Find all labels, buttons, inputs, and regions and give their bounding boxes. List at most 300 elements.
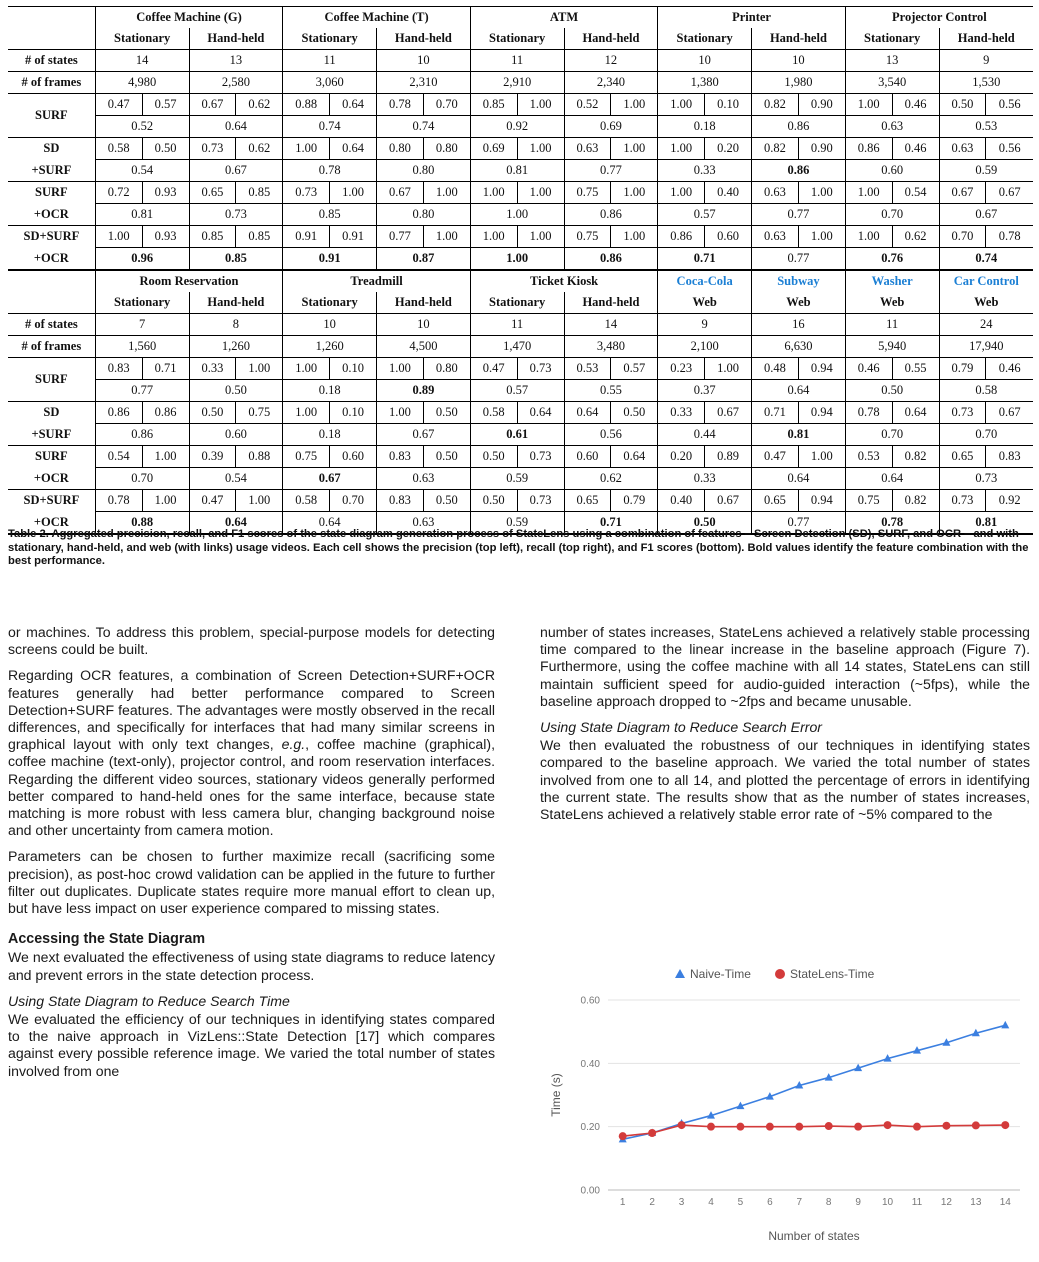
f1-value: 0.81 [470,160,564,182]
f1-value: 0.67 [377,424,471,446]
table-row [8,226,1033,248]
f1-value: 0.50 [658,512,752,535]
time-chart-svg [540,955,1032,1255]
f1-value: 0.77 [95,380,189,402]
y-tick-label: 0.40 [580,1058,600,1070]
recall-value: 0.62 [236,94,283,116]
precision-value: 0.85 [470,94,517,116]
frame-count: 4,980 [95,72,189,94]
table-row [8,248,1033,271]
recall-value: 0.46 [892,94,939,116]
device-header: Projector Control [845,7,1033,29]
precision-value: 0.73 [939,402,986,424]
data-point [1001,1021,1009,1029]
precision-value: 0.39 [189,446,236,468]
mode-header: Stationary [283,292,377,314]
recall-value: 0.67 [705,402,752,424]
f1-value: 0.53 [939,116,1033,138]
recall-value: 0.94 [798,490,845,512]
row-label: SURF [35,185,68,200]
row-label: SD+SURF [23,229,80,244]
data-point [736,1123,744,1131]
recall-value: 1.00 [517,182,564,204]
precision-value: 0.75 [845,490,892,512]
paragraph [8,667,495,839]
frame-count: 3,540 [845,72,939,94]
time-chart [540,955,1032,1255]
recall-value: 0.75 [236,402,283,424]
f1-value: 0.70 [845,424,939,446]
mode-header: Web [939,292,1033,314]
precision-value: 0.83 [95,358,142,380]
text-span: Regarding OCR features, a combination of Screen Detection+SURF+OCR features generally had better performance compared to Screen Detection+SURF features. The advantages were mostly observed in the recall differences, and specifically for interfaces that had many similar screens in graphical layout with only text changes, [8,667,495,753]
table-row [8,292,1033,314]
data-point [913,1123,921,1131]
mode-header: Stationary [845,28,939,50]
f1-value: 0.59 [939,160,1033,182]
recall-value: 1.00 [330,182,377,204]
state-count: 8 [189,314,283,336]
precision-value: 1.00 [658,138,705,160]
precision-value: 0.78 [377,94,424,116]
x-tick-label: 8 [825,1197,832,1208]
frame-count: 5,940 [845,336,939,358]
precision-value: 1.00 [283,138,330,160]
recall-value: 0.80 [423,358,470,380]
f1-value: 0.74 [283,116,377,138]
f1-value: 0.60 [845,160,939,182]
table-row [8,138,1033,160]
precision-value: 1.00 [283,402,330,424]
corner-cell [8,7,95,29]
recall-value: 0.70 [423,94,470,116]
device-header: Subway [752,270,846,292]
recall-value: 1.00 [611,138,658,160]
recall-value: 0.20 [705,138,752,160]
f1-value: 0.87 [377,248,471,271]
recall-value: 0.54 [892,182,939,204]
precision-value: 1.00 [470,226,517,248]
recall-value: 1.00 [236,490,283,512]
f1-value: 0.73 [189,204,283,226]
precision-value: 0.86 [658,226,705,248]
device-header: Room Reservation [95,270,283,292]
mode-header: Hand-held [564,28,658,50]
data-point [619,1132,627,1140]
device-header: Washer [845,270,939,292]
paragraph: We next evaluated the effectiveness of using state diagrams to reduce latency and prevent errors in the state detection process. [8,949,495,983]
f1-value: 0.80 [377,160,471,182]
recall-value: 0.64 [330,138,377,160]
recall-value: 0.67 [986,402,1033,424]
precision-value: 0.88 [283,94,330,116]
precision-value: 0.48 [752,358,799,380]
recall-value: 0.56 [986,138,1033,160]
frame-count: 4,500 [377,336,471,358]
f1-value: 0.64 [283,512,377,535]
recall-value: 0.62 [236,138,283,160]
mode-header: Web [845,292,939,314]
paragraph: number of states increases, StateLens achieved a relatively stable processing time compared to the linear increase in the baseline approach (Figure 7). Furthermore, using the coffee machine with all 14 states, StateLens can still maintain sufficient speed for audio-guided interaction (~5fps), while the baseline approach dropped to ~2fps and became unusable. [540,624,1030,709]
recall-value: 1.00 [798,182,845,204]
data-point [854,1123,862,1131]
precision-value: 0.50 [939,94,986,116]
recall-value: 0.46 [986,358,1033,380]
y-tick-label: 0.20 [580,1122,600,1134]
device-header: Coffee Machine (T) [283,7,471,29]
precision-value: 0.75 [564,226,611,248]
x-tick-label: 9 [855,1197,861,1208]
recall-value: 0.93 [142,226,189,248]
precision-value: 0.63 [752,226,799,248]
data-point [795,1123,803,1131]
precision-value: 1.00 [377,358,424,380]
recall-value: 0.92 [986,490,1033,512]
data-point [942,1122,950,1130]
device-header: ATM [470,7,658,29]
state-count: 11 [283,50,377,72]
mode-header: Hand-held [752,28,846,50]
frame-count: 1,380 [658,72,752,94]
recall-value: 0.85 [236,226,283,248]
recall-value: 0.94 [798,358,845,380]
f1-value: 0.81 [939,512,1033,535]
legend-label: Naive-Time [690,967,751,981]
recall-value: 0.88 [236,446,283,468]
subsection-heading: Using State Diagram to Reduce Search Error [540,719,822,736]
row-label: # of frames [8,72,95,94]
precision-value: 0.52 [564,94,611,116]
precision-value: 0.20 [658,446,705,468]
precision-value: 0.72 [95,182,142,204]
precision-value: 0.82 [752,138,799,160]
f1-value: 0.50 [845,380,939,402]
f1-value: 0.61 [470,424,564,446]
precision-value: 0.77 [377,226,424,248]
precision-value: 0.23 [658,358,705,380]
precision-value: 0.40 [658,490,705,512]
table-row [8,50,1033,72]
data-point [707,1123,715,1131]
f1-value: 0.77 [752,248,846,271]
data-point [825,1122,833,1130]
row-label: SD [43,405,60,420]
precision-value: 0.70 [939,226,986,248]
precision-value: 0.82 [752,94,799,116]
f1-value: 0.33 [658,160,752,182]
legend-marker [775,969,785,979]
precision-value: 0.86 [845,138,892,160]
precision-value: 0.67 [939,182,986,204]
frame-count: 17,940 [939,336,1033,358]
recall-value: 0.86 [142,402,189,424]
precision-value: 0.50 [189,402,236,424]
recall-value: 0.40 [705,182,752,204]
precision-value: 0.65 [939,446,986,468]
precision-value: 0.47 [470,358,517,380]
recall-value: 1.00 [236,358,283,380]
precision-value: 0.67 [189,94,236,116]
recall-value: 0.60 [705,226,752,248]
recall-value: 0.46 [892,138,939,160]
precision-value: 0.58 [470,402,517,424]
frame-count: 1,980 [752,72,846,94]
recall-value: 0.89 [705,446,752,468]
state-count: 10 [752,50,846,72]
f1-value: 0.96 [95,248,189,271]
y-tick-label: 0.00 [580,1185,600,1197]
f1-value: 0.71 [564,512,658,535]
f1-value: 0.62 [564,468,658,490]
precision-value: 0.78 [95,490,142,512]
f1-value: 0.64 [752,380,846,402]
x-tick-label: 5 [737,1197,744,1208]
recall-value: 0.70 [330,490,377,512]
frame-count: 2,310 [377,72,471,94]
table-row [8,380,1033,402]
precision-value: 0.33 [189,358,236,380]
precision-value: 0.54 [95,446,142,468]
x-tick-label: 13 [970,1197,982,1208]
row-label: SURF [8,358,95,402]
recall-value: 1.00 [611,182,658,204]
x-tick-label: 14 [999,1197,1011,1208]
precision-value: 1.00 [845,226,892,248]
recall-value: 1.00 [142,490,189,512]
f1-value: 0.54 [95,160,189,182]
frame-count: 1,260 [283,336,377,358]
f1-value: 0.60 [189,424,283,446]
state-count: 12 [564,50,658,72]
recall-value: 0.73 [517,490,564,512]
data-point [648,1129,656,1137]
mode-header: Stationary [95,292,189,314]
left-text-column [8,624,495,1089]
f1-value: 0.81 [95,204,189,226]
row-label: SURF [8,94,95,138]
row-label: SD+SURF [23,493,80,508]
f1-value: 0.74 [377,116,471,138]
f1-value: 0.57 [470,380,564,402]
f1-value: 0.58 [939,380,1033,402]
legend-label: StateLens-Time [790,967,875,981]
table-row [8,424,1033,446]
f1-value: 0.70 [845,204,939,226]
state-count: 24 [939,314,1033,336]
precision-value: 1.00 [95,226,142,248]
row-label: +SURF [8,424,95,446]
f1-value: 0.64 [189,116,283,138]
precision-value: 1.00 [845,182,892,204]
paragraph: We evaluated the efficiency of our techniques in identifying states compared to the naive approach in VizLens::State Detection [17] which compares against every possible reference image. We varied the total number of states involved from one [8,1011,495,1079]
precision-value: 0.47 [189,490,236,512]
mode-header: Stationary [658,28,752,50]
f1-value: 0.64 [845,468,939,490]
recall-value: 1.00 [705,358,752,380]
f1-value: 0.74 [939,248,1033,271]
table-row [8,336,1033,358]
x-tick-label: 7 [796,1197,803,1208]
frame-count: 1,530 [939,72,1033,94]
recall-value: 0.10 [330,402,377,424]
f1-value: 0.76 [845,248,939,271]
device-header: Coca-Cola [658,270,752,292]
precision-value: 0.58 [283,490,330,512]
row-label: # of frames [8,336,95,358]
precision-value: 0.86 [95,402,142,424]
paragraph: Parameters can be chosen to further maximize recall (sacrificing some precision), as post-hoc crowd validation can be applied in the future to further filter out duplicates. Duplicate states require more manual effort to clean up, but have less impact on user experience compared to missing states. [8,848,495,917]
f1-value: 0.70 [939,424,1033,446]
precision-value: 0.71 [752,402,799,424]
precision-value: 0.63 [564,138,611,160]
state-count: 11 [470,50,564,72]
subsection-heading: Using State Diagram to Reduce Search Time [8,992,290,1009]
precision-value: 0.91 [283,226,330,248]
recall-value: 0.50 [611,402,658,424]
recall-value: 0.50 [423,446,470,468]
mode-header: Hand-held [939,28,1033,50]
row-label: # of states [8,314,95,336]
recall-value: 0.80 [423,138,470,160]
right-text-column [540,624,1030,832]
f1-value: 0.77 [564,160,658,182]
table-row [8,314,1033,336]
precision-value: 0.60 [564,446,611,468]
recall-value: 0.64 [517,402,564,424]
frame-count: 2,100 [658,336,752,358]
recall-value: 0.62 [892,226,939,248]
table-row [8,270,1033,292]
recall-value: 1.00 [423,226,470,248]
f1-value: 0.85 [283,204,377,226]
frame-count: 1,470 [470,336,564,358]
precision-value: 0.63 [939,138,986,160]
recall-value: 0.91 [330,226,377,248]
recall-value: 0.64 [611,446,658,468]
x-tick-label: 3 [678,1197,685,1208]
precision-value: 0.83 [377,446,424,468]
f1-value: 0.64 [752,468,846,490]
state-count: 10 [377,314,471,336]
state-count: 13 [845,50,939,72]
data-point [1001,1121,1009,1129]
precision-value: 0.50 [470,446,517,468]
recall-value: 0.64 [330,94,377,116]
precision-value: 1.00 [283,358,330,380]
recall-value: 1.00 [611,226,658,248]
frame-count: 2,340 [564,72,658,94]
precision-value: 0.47 [752,446,799,468]
f1-value: 0.63 [377,512,471,535]
data-point [766,1123,774,1131]
f1-value: 0.63 [845,116,939,138]
table-row [8,402,1033,424]
recall-value: 1.00 [798,226,845,248]
f1-value: 0.44 [658,424,752,446]
f1-value: 0.59 [470,468,564,490]
table-caption: Table 2. Aggregated precision, recall, and F1 scores of the state diagram generation process of StateLens using a combination of features – Screen Detection (SD), SURF, and OCR – and with stationary, hand-held, and web (with links) usage videos. Each cell shows the precision (top left), recall (top right), and F1 scores (bottom). Bold values identify the feature combination with the best performance. [8,528,1029,568]
f1-value: 0.91 [283,248,377,271]
precision-value: 1.00 [658,182,705,204]
precision-value: 0.80 [377,138,424,160]
state-count: 7 [95,314,189,336]
precision-value: 0.53 [564,358,611,380]
device-header: Car Control [939,270,1033,292]
mode-header: Hand-held [564,292,658,314]
mode-header: Hand-held [377,292,471,314]
f1-value: 0.50 [189,380,283,402]
precision-value: 0.53 [845,446,892,468]
paragraph: or machines. To address this problem, special-purpose models for detecting screens could be built. [8,624,495,658]
frame-count: 2,580 [189,72,283,94]
recall-value: 1.00 [517,226,564,248]
state-count: 9 [939,50,1033,72]
state-count: 11 [845,314,939,336]
f1-value: 0.78 [845,512,939,535]
recall-value: 0.10 [330,358,377,380]
state-count: 9 [658,314,752,336]
corner-cell [8,28,95,50]
precision-value: 0.67 [377,182,424,204]
recall-value: 0.67 [986,182,1033,204]
recall-value: 1.00 [423,182,470,204]
precision-value: 0.83 [377,490,424,512]
x-tick-label: 10 [882,1197,894,1208]
f1-value: 0.86 [95,424,189,446]
precision-value: 0.79 [939,358,986,380]
f1-value: 0.73 [939,468,1033,490]
recall-value: 0.78 [986,226,1033,248]
table-row [8,446,1033,468]
f1-value: 0.55 [564,380,658,402]
f1-value: 0.67 [189,160,283,182]
precision-value: 0.78 [845,402,892,424]
recall-value: 1.00 [142,446,189,468]
recall-value: 0.82 [892,446,939,468]
f1-value: 0.86 [564,204,658,226]
precision-value: 1.00 [845,94,892,116]
state-count: 10 [658,50,752,72]
mode-header: Stationary [283,28,377,50]
frame-count: 2,910 [470,72,564,94]
f1-value: 0.86 [564,248,658,271]
x-tick-label: 12 [940,1197,952,1208]
row-label: +OCR [8,468,95,490]
f1-value: 0.64 [189,512,283,535]
x-tick-label: 6 [767,1197,773,1208]
recall-value: 0.73 [517,358,564,380]
device-header: Ticket Kiosk [470,270,658,292]
table-row [8,116,1033,138]
row-label: +SURF [8,160,95,182]
recall-value: 0.71 [142,358,189,380]
x-axis-label: Number of states [768,1229,860,1243]
recall-value: 0.64 [892,402,939,424]
frame-count: 1,560 [95,336,189,358]
x-tick-label: 11 [911,1197,923,1208]
table-row [8,94,1033,116]
frame-count: 3,480 [564,336,658,358]
f1-value: 0.77 [752,512,846,535]
precision-value: 0.73 [189,138,236,160]
f1-value: 0.37 [658,380,752,402]
mode-header: Web [658,292,752,314]
recall-value: 0.83 [986,446,1033,468]
f1-value: 0.70 [95,468,189,490]
table-row [8,160,1033,182]
f1-value: 0.52 [95,116,189,138]
recall-value: 0.50 [142,138,189,160]
